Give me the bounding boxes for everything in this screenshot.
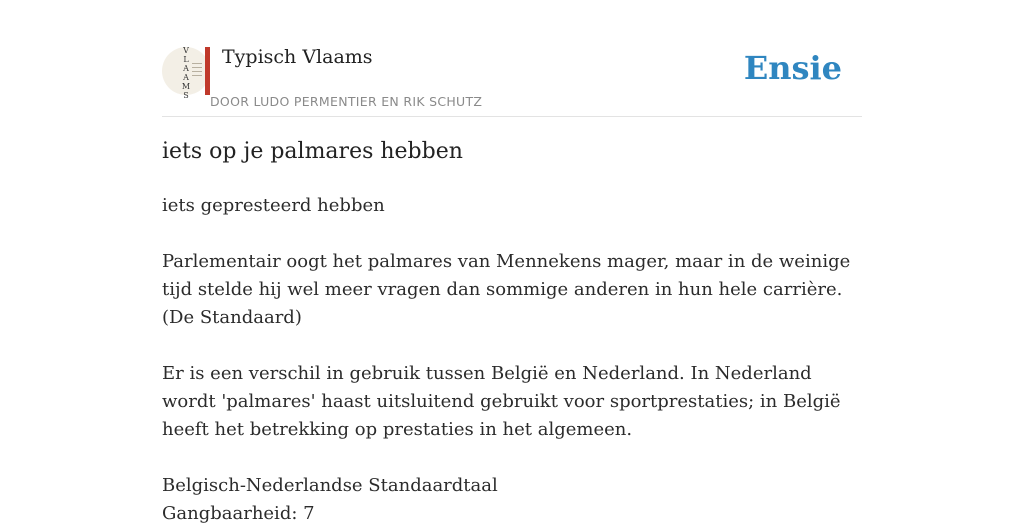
logo-lines xyxy=(192,63,202,79)
entry-definition: iets gepresteerd hebben xyxy=(162,195,385,216)
entry-source: (De Standaard) xyxy=(162,307,302,328)
brand-logo[interactable]: Ensie xyxy=(743,49,842,87)
entry-footer-line: Gangbaarheid: 7 xyxy=(162,503,315,524)
byline: DOOR LUDO PERMENTIER EN RIK SCHUTZ xyxy=(210,94,483,109)
site-title[interactable]: Typisch Vlaams xyxy=(222,46,373,68)
header xyxy=(162,44,862,117)
entry-headword: iets op je palmares hebben xyxy=(162,139,463,164)
entry-note: Er is een verschil in gebruik tussen België en Nederland. In Nederland wordt 'palmares' haast uitsluitend gebruikt voor sportprestaties; in België heeft het betrekking op prestaties in het algemeen. xyxy=(162,363,841,440)
logo-accent-bar xyxy=(205,47,210,95)
entry-category[interactable]: Belgisch-Nederlandse Standaardtaal xyxy=(162,475,498,496)
entry-content xyxy=(162,192,862,528)
entry-example: Parlementair oogt het palmares van Mennekens mager, maar in de weinige tijd stelde hij wel meer vragen dan sommige anderen in hun hele carrière. xyxy=(162,251,851,300)
logo-letters: V L A A M S xyxy=(181,46,191,100)
book-logo-icon[interactable] xyxy=(162,46,210,100)
